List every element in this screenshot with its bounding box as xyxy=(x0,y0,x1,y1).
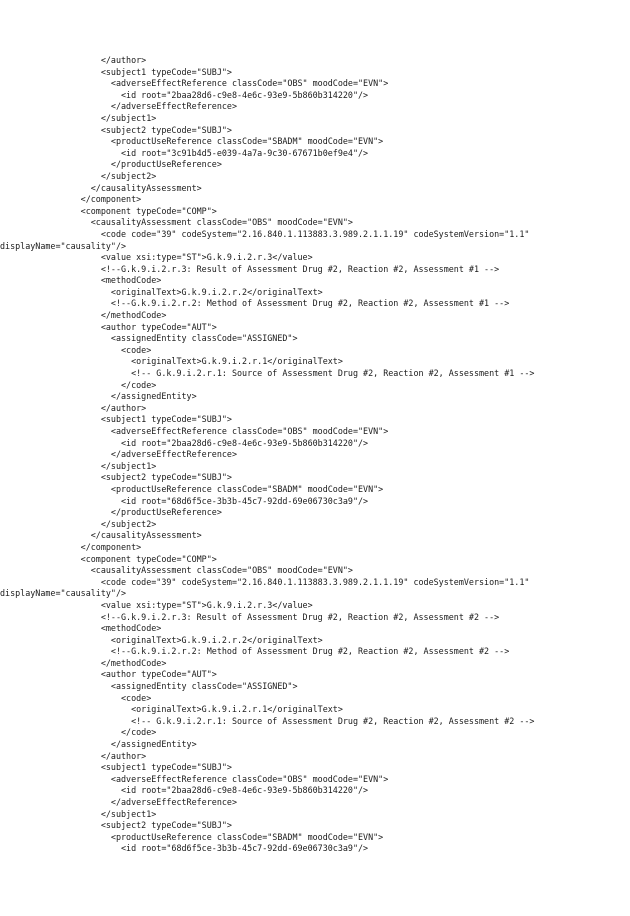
code-line: <id root="68d6f5ce-3b3b-45c7-92dd-69e06730c3a9"/> xyxy=(0,495,369,506)
code-line: </code> xyxy=(0,379,157,390)
code-line: </causalityAssessment> xyxy=(0,530,202,541)
code-line: <!--G.k.9.i.2.r.3: Result of Assessment Drug #2, Reaction #2, Assessment #2 --> xyxy=(0,611,500,622)
code-line: <productUseReference classCode="SBADM" moodCode="EVN"> xyxy=(0,483,384,494)
code-line: </adverseEffectReference> xyxy=(0,797,237,807)
code-line: </causalityAssessment> xyxy=(0,182,202,193)
code-line: <value xsi:type="ST">G.k.9.i.2.r.3</value> xyxy=(0,599,313,610)
code-line: </subject2> xyxy=(0,170,157,181)
code-line: <!--G.k.9.i.2.r.2: Method of Assessment Drug #2, Reaction #2, Assessment #2 --> xyxy=(0,646,510,657)
code-line: <adverseEffectReference classCode="OBS" moodCode="EVN"> xyxy=(0,426,389,436)
code-line: </methodCode> xyxy=(0,657,167,668)
code-line: displayName="causality"/> xyxy=(0,240,127,251)
code-line: <assignedEntity classCode="ASSIGNED"> xyxy=(0,333,298,344)
code-line: <subject2 typeCode="SUBJ"> xyxy=(0,820,232,831)
code-line: <!-- G.k.9.i.2.r.1: Source of Assessment Drug #2, Reaction #2, Assessment #1 --> xyxy=(0,368,535,379)
code-line: </component> xyxy=(0,194,142,205)
code-line: <originalText>G.k.9.i.2.r.2</originalText> xyxy=(0,634,323,645)
code-line: <!--G.k.9.i.2.r.2: Method of Assessment Drug #2, Reaction #2, Assessment #1 --> xyxy=(0,298,510,309)
xml-code-listing xyxy=(0,55,630,855)
code-line: <originalText>G.k.9.i.2.r.2</originalText> xyxy=(0,286,323,297)
code-line: <author typeCode="AUT"> xyxy=(0,321,217,332)
code-line: <id root="3c91b4d5-e039-4a7a-9c30-67671b0ef9e4"/> xyxy=(0,147,369,158)
code-line: <productUseReference classCode="SBADM" moodCode="EVN"> xyxy=(0,831,384,842)
code-line: <adverseEffectReference classCode="OBS" moodCode="EVN"> xyxy=(0,773,389,784)
code-line: </assignedEntity> xyxy=(0,739,197,750)
code-line: <id root="2baa28d6-c9e8-4e6c-93e9-5b860b314220"/> xyxy=(0,785,369,796)
code-line: </subject2> xyxy=(0,518,157,529)
code-line: <value xsi:type="ST">G.k.9.i.2.r.3</value> xyxy=(0,252,313,263)
code-line: </adverseEffectReference> xyxy=(0,449,237,460)
code-line: </author> xyxy=(0,402,147,413)
code-line: <originalText>G.k.9.i.2.r.1</originalText> xyxy=(0,704,343,715)
code-line: <component typeCode="COMP"> xyxy=(0,205,217,216)
code-line: </assignedEntity> xyxy=(0,391,197,402)
code-line: <code> xyxy=(0,692,152,703)
code-line: </subject1> xyxy=(0,112,157,123)
code-line: </code> xyxy=(0,727,157,738)
code-line: </component> xyxy=(0,541,142,552)
code-line: <methodCode> xyxy=(0,623,162,634)
code-line: <subject2 typeCode="SUBJ"> xyxy=(0,472,232,483)
code-line: <code code="39" codeSystem="2.16.840.1.113883.3.989.2.1.1.19" codeSystemVersion="1.1" xyxy=(0,576,530,587)
code-line: <methodCode> xyxy=(0,275,162,286)
code-line: <author typeCode="AUT"> xyxy=(0,669,217,680)
code-line: </adverseEffectReference> xyxy=(0,101,237,112)
code-line: </subject1> xyxy=(0,460,157,471)
code-line: <originalText>G.k.9.i.2.r.1</originalText> xyxy=(0,356,343,367)
code-line: <code> xyxy=(0,344,152,355)
code-line: <causalityAssessment classCode="OBS" moodCode="EVN"> xyxy=(0,217,353,228)
code-line: </methodCode> xyxy=(0,310,167,321)
code-line: <adverseEffectReference classCode="OBS" moodCode="EVN"> xyxy=(0,78,389,89)
code-line: <assignedEntity classCode="ASSIGNED"> xyxy=(0,681,298,692)
code-line: <id root="68d6f5ce-3b3b-45c7-92dd-69e06730c3a9"/> xyxy=(0,843,369,854)
code-line: </subject1> xyxy=(0,808,157,819)
code-line: </author> xyxy=(0,55,147,65)
code-line: <subject1 typeCode="SUBJ"> xyxy=(0,66,232,77)
code-line: </productUseReference> xyxy=(0,507,222,518)
code-line: <!-- G.k.9.i.2.r.1: Source of Assessment Drug #2, Reaction #2, Assessment #2 --> xyxy=(0,715,535,726)
code-line: <subject1 typeCode="SUBJ"> xyxy=(0,414,232,425)
code-line: displayName="causality"/> xyxy=(0,588,127,599)
code-line: </author> xyxy=(0,750,147,761)
code-line: <subject2 typeCode="SUBJ"> xyxy=(0,124,232,135)
code-line: <!--G.k.9.i.2.r.3: Result of Assessment Drug #2, Reaction #2, Assessment #1 --> xyxy=(0,263,500,274)
code-line: <productUseReference classCode="SBADM" moodCode="EVN"> xyxy=(0,136,384,147)
code-line: <causalityAssessment classCode="OBS" moodCode="EVN"> xyxy=(0,565,353,576)
code-line: <component typeCode="COMP"> xyxy=(0,553,217,564)
code-line: <code code="39" codeSystem="2.16.840.1.113883.3.989.2.1.1.19" codeSystemVersion="1.1" xyxy=(0,228,530,239)
code-line: <subject1 typeCode="SUBJ"> xyxy=(0,762,232,773)
code-line: <id root="2baa28d6-c9e8-4e6c-93e9-5b860b314220"/> xyxy=(0,89,369,100)
code-line: </productUseReference> xyxy=(0,159,222,170)
code-line: <id root="2baa28d6-c9e8-4e6c-93e9-5b860b314220"/> xyxy=(0,437,369,448)
